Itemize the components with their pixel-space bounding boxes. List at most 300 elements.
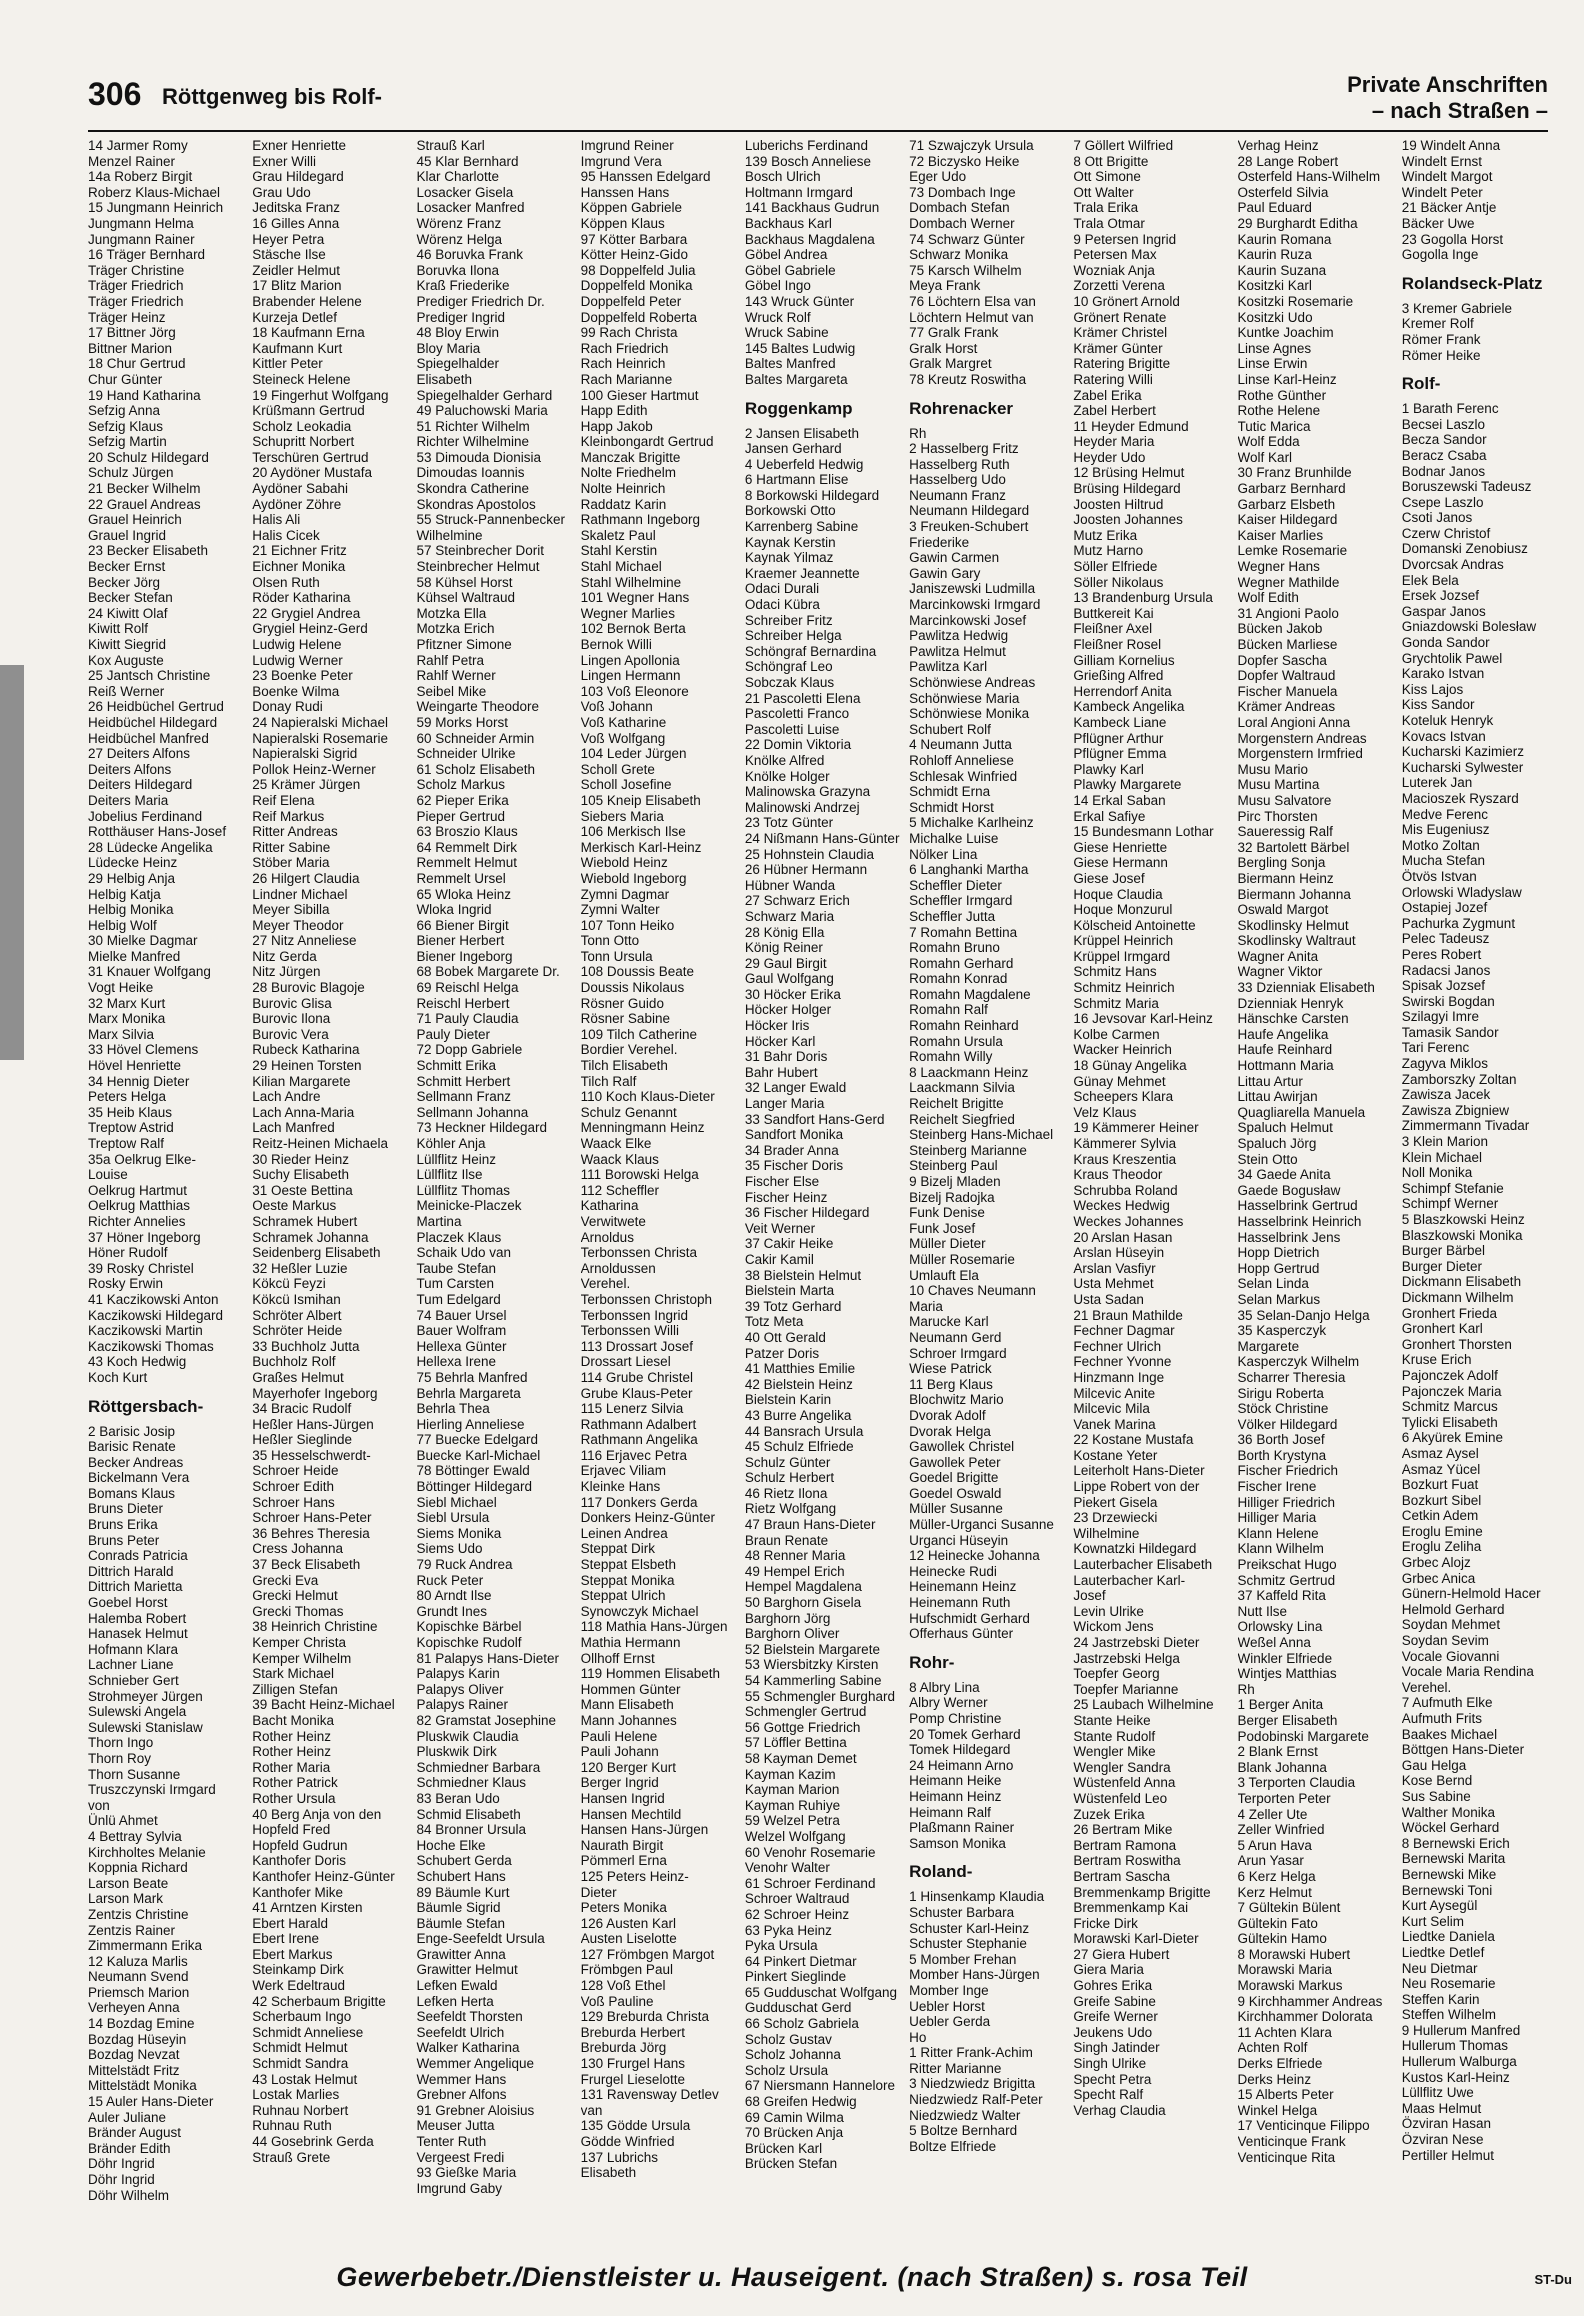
directory-entry: Hansen Ingrid	[580, 1790, 665, 1806]
directory-entry: Grauel Heinrich	[88, 512, 182, 528]
directory-entry: 21 Eichner Fritz	[252, 543, 347, 559]
directory-entry: Kaynak Yilmaz	[744, 550, 834, 566]
directory-entry: 102 Bernok Berta	[580, 621, 686, 637]
directory-entry: Waack Klaus	[580, 1151, 659, 1167]
directory-entry: 32 Marx Kurt	[88, 995, 166, 1011]
directory-entry: Söller Elfriede	[1073, 559, 1158, 575]
directory-entry: Fechner Dagmar	[1073, 1323, 1175, 1339]
directory-entry: Mielke Manfred	[88, 948, 181, 964]
directory-entry: Taube Stefan	[416, 1260, 497, 1276]
directory-entry: Strohmeyer Jürgen	[88, 1688, 203, 1704]
directory-entry: Baltes Margareta	[744, 371, 848, 387]
directory-entry: 100 Gieser Hartmut	[580, 387, 699, 403]
directory-entry: 14a Roberz Birgit	[88, 169, 193, 185]
directory-entry: Köhler Anja	[416, 1136, 486, 1151]
directory-entry: 34 Gaede Anita	[1237, 1167, 1331, 1183]
directory-entry: Bränder August	[88, 2125, 182, 2141]
directory-entry: Gaul Wolfgang	[744, 971, 834, 987]
directory-entry: Tilch Elisabeth	[580, 1058, 668, 1074]
directory-entry: 16 Gilles Anna	[252, 215, 340, 231]
directory-entry: 63 Pyka Heinz	[744, 1922, 832, 1938]
directory-entry: Usta Mehmet	[1073, 1276, 1154, 1292]
directory-entry: Terporten Peter	[1237, 1790, 1331, 1806]
directory-entry: Gültekin Fato	[1237, 1915, 1318, 1931]
directory-entry: Lach Anna-Maria	[252, 1104, 355, 1120]
directory-entry: Stahl Michael	[580, 559, 662, 575]
directory-entry: Lostak Marlies	[252, 2087, 340, 2103]
directory-entry: 6 Akyürek Emine	[1401, 1430, 1504, 1446]
directory-entry: Malinowski Andrzej	[744, 799, 860, 815]
directory-entry: Wilhelmine	[1073, 1525, 1140, 1541]
directory-entry: Bahr Hubert	[744, 1064, 818, 1080]
directory-entry: 5 Boltze Bernhard	[909, 2123, 1018, 2139]
directory-entry: Mutz Harno	[1073, 543, 1144, 559]
directory-entry: 28 König Ella	[744, 924, 825, 940]
street-heading: Rolf-	[1401, 374, 1441, 394]
directory-entry: 15 Alberts Peter	[1237, 2087, 1334, 2103]
directory-column-7	[1073, 138, 1229, 2250]
directory-entry: Kaurin Romana	[1237, 231, 1332, 247]
directory-entry: 2 Hasselberg Fritz	[909, 441, 1019, 457]
directory-entry: 59 Morks Horst	[416, 714, 508, 730]
directory-entry: Grbec Anica	[1401, 1570, 1476, 1586]
directory-entry: Lindner Michael	[252, 886, 348, 902]
directory-entry: 120 Berger Kurt	[580, 1759, 676, 1775]
directory-entry: Bergling Sonja	[1237, 855, 1326, 871]
directory-entry: Fischer Heinz	[744, 1189, 828, 1205]
directory-entry: Naurath Birgit	[580, 1837, 664, 1853]
directory-entry: Deiters Maria	[88, 792, 169, 808]
directory-entry: 113 Drossart Josef	[580, 1338, 693, 1354]
directory-entry: Erjavec Viliam	[580, 1463, 666, 1479]
directory-entry: 29 Heinen Torsten	[252, 1058, 362, 1074]
directory-entry: Pyka Ursula	[744, 1938, 818, 1954]
directory-entry: Romahn Bruno	[909, 940, 1000, 956]
directory-entry: Stante Heike	[1073, 1712, 1151, 1728]
directory-entry: Buchholz Rolf	[252, 1354, 336, 1370]
directory-entry: 36 Behres Theresia	[252, 1525, 370, 1541]
directory-entry: Doppelfeld Roberta	[580, 309, 697, 325]
directory-entry: Holtmann Irmgard	[744, 184, 853, 200]
directory-entry: 40 Berg Anja von den	[252, 1806, 382, 1822]
directory-entry: Kaufmann Kurt	[252, 340, 343, 356]
directory-entry: Kasperczyk Wilhelm	[1237, 1354, 1360, 1370]
directory-entry: Petersen Max	[1073, 247, 1157, 263]
directory-entry: Barghorn Oliver	[744, 1626, 840, 1642]
directory-entry: Höcker Karl	[744, 1033, 816, 1049]
directory-entry: 58 Kühsel Horst	[416, 574, 513, 590]
directory-entry: 41 Matthies Emilie	[744, 1361, 856, 1377]
directory-entry: Bosch Ulrich	[744, 169, 821, 185]
directory-entry: 8 Albry Lina	[909, 1679, 980, 1695]
directory-entry: Schulz Günter	[744, 1454, 831, 1470]
directory-entry: 10 Grönert Arnold	[1073, 293, 1180, 309]
directory-entry: 17 Blitz Marion	[252, 278, 342, 294]
directory-entry: Cress Johanna	[252, 1541, 344, 1557]
directory-entry: Ratering Brigitte	[1073, 356, 1171, 372]
directory-entry: Wegner Marlies	[580, 605, 675, 621]
directory-entry: Schmitt Erika	[416, 1058, 496, 1074]
directory-entry: Wolf Edith	[1237, 590, 1299, 606]
directory-entry: Eichner Monika	[252, 559, 346, 575]
directory-entry: Schmitz Gertrud	[1237, 1572, 1336, 1588]
directory-entry: 30 Mielke Dagmar	[88, 933, 198, 949]
directory-entry: Lachner Liane	[88, 1657, 174, 1673]
directory-entry: Liedtke Detlef	[1401, 1944, 1485, 1960]
directory-entry: Ludwig Werner	[252, 652, 343, 668]
directory-entry: Lüllflitz Heinz	[416, 1151, 496, 1167]
directory-entry: Palapys Rainer	[416, 1697, 508, 1713]
directory-entry: Terbonssen Ingrid	[580, 1307, 688, 1323]
directory-entry: Hopfeld Gudrun	[252, 1837, 348, 1853]
directory-entry: 16 Träger Bernhard	[88, 247, 206, 263]
directory-entry: Göbel Gabriele	[744, 262, 836, 278]
directory-entry: Gniazdowski Bolesław	[1401, 619, 1537, 635]
directory-entry: Soydan Sevim	[1401, 1633, 1489, 1649]
directory-entry: 43 Koch Hedwig	[88, 1354, 187, 1370]
directory-entry: Becker Stefan	[88, 590, 173, 606]
directory-entry: Ruhnau Norbert	[252, 2102, 349, 2118]
directory-entry: 64 Remmelt Dirk	[416, 839, 517, 855]
directory-entry: Träger Christine	[88, 262, 185, 278]
directory-entry: Siebl Michael	[416, 1494, 497, 1510]
directory-entry: 76 Löchtern Elsa van	[909, 293, 1036, 309]
directory-entry: Zymni Walter	[580, 902, 660, 918]
directory-entry: 22 Grygiel Andrea	[252, 605, 361, 621]
directory-entry: Reif Markus	[252, 808, 325, 824]
directory-entry: Helbig Katja	[88, 886, 161, 902]
directory-entry: Kremer Rolf	[1401, 316, 1474, 332]
directory-entry: Macioszek Ryszard	[1401, 790, 1519, 806]
directory-entry: 17 Bittner Jörg	[88, 325, 176, 341]
directory-entry: Louise	[88, 1167, 128, 1183]
directory-entry: Böttinger Hildegard	[416, 1479, 533, 1495]
directory-entry: 41 Arntzen Kirsten	[252, 1900, 363, 1916]
directory-entry: Boltze Elfriede	[909, 2138, 997, 2154]
directory-entry: Wacker Heinrich	[1073, 1042, 1172, 1058]
directory-entry: Wengler Mike	[1073, 1744, 1156, 1760]
directory-entry: Wozniak Anja	[1073, 262, 1155, 278]
directory-entry: 32 Bartolett Bärbel	[1237, 839, 1350, 855]
directory-entry: Böttgen Hans-Dieter	[1401, 1742, 1525, 1758]
directory-entry: Bränder Edith	[88, 2140, 171, 2156]
directory-entry: Reif Elena	[252, 792, 315, 808]
directory-entry: 36 Fischer Hildegard	[744, 1205, 870, 1221]
directory-entry: Zawisza Jacek	[1401, 1087, 1491, 1103]
directory-entry: 16 Jevsovar Karl-Heinz	[1073, 1011, 1213, 1027]
directory-entry: Rothe Helene	[1237, 403, 1321, 419]
directory-entry: Domanski Zenobiusz	[1401, 541, 1528, 557]
directory-entry: Grebner Alfons	[416, 2087, 507, 2103]
directory-entry: Schönwiese Andreas	[909, 675, 1036, 690]
directory-entry: Pelec Tadeusz	[1401, 931, 1490, 947]
directory-entry: Sandfort Monika	[744, 1127, 844, 1143]
footer-code: ST-Du	[1534, 2272, 1572, 2287]
directory-entry: Goedel Brigitte	[909, 1470, 999, 1486]
directory-entry: 46 Boruvka Frank	[416, 247, 523, 263]
directory-entry: Seefeldt Thorsten	[416, 2009, 523, 2025]
directory-entry: Greife Sabine	[1073, 1993, 1156, 2009]
directory-entry: 4 Bettray Sylvia	[88, 1828, 182, 1844]
directory-entry: 40 Ott Gerald	[744, 1329, 826, 1345]
directory-entry: Backhaus Karl	[744, 215, 832, 231]
directory-entry: Oeste Markus	[252, 1198, 337, 1214]
directory-entry: Deiters Alfons	[88, 761, 172, 777]
directory-entry: Funk Josef	[909, 1220, 976, 1236]
directory-entry: Heimann Heike	[909, 1773, 1002, 1789]
directory-entry: 60 Schneider Armin	[416, 730, 535, 746]
directory-entry: Chur Günter	[88, 371, 163, 387]
directory-entry: Sefzig Martin	[88, 434, 167, 450]
directory-entry: Lüllflitz Thomas	[416, 1182, 510, 1198]
directory-entry: 31 Knauer Wolfgang	[88, 964, 211, 980]
directory-entry: 72 Dopp Gabriele	[416, 1042, 523, 1058]
directory-entry: Doppelfeld Peter	[580, 293, 682, 309]
directory-entry: Cakir Kamil	[744, 1251, 814, 1267]
directory-entry: Urganci Hüseyin	[909, 1532, 1009, 1548]
directory-entry: Baltes Manfred	[744, 356, 836, 372]
directory-entry: Soydan Mehmet	[1401, 1617, 1501, 1633]
directory-entry: Giese Josef	[1073, 870, 1145, 886]
directory-entry: Neumann Gerd	[909, 1329, 1002, 1345]
directory-entry: 62 Pieper Erika	[416, 792, 509, 808]
directory-entry: Csepe Laszlo	[1401, 494, 1484, 510]
directory-entry: Bremmenkamp Kai	[1073, 1900, 1189, 1916]
directory-entry: Höcker Holger	[744, 1002, 832, 1018]
directory-entry: Selan Linda	[1237, 1276, 1309, 1292]
directory-entry: 37 Kaffeld Rita	[1237, 1588, 1326, 1604]
directory-entry: Joosten Hiltrud	[1073, 496, 1164, 512]
directory-entry: Gralk Margret	[909, 356, 992, 372]
directory-entry: Katharina	[580, 1198, 639, 1214]
directory-entry: Napieralski Sigrid	[252, 746, 358, 762]
directory-entry: Stahl Wilhelmine	[580, 574, 682, 590]
directory-entry: Burger Dieter	[1401, 1258, 1483, 1274]
directory-entry: Wagner Anita	[1237, 948, 1319, 964]
directory-entry: Dopfer Sascha	[1237, 652, 1327, 668]
directory-entry: Weingarte Theodore	[416, 699, 540, 715]
directory-entry: Döhr Wilhelm	[88, 2187, 170, 2203]
street-heading: Roggenkamp	[744, 398, 853, 418]
directory-entry: Leiterholt Hans-Dieter	[1073, 1463, 1205, 1479]
directory-entry: Happ Jakob	[580, 418, 653, 434]
directory-entry: Gogolla Inge	[1401, 247, 1479, 263]
directory-entry: Piekert Gisela	[1073, 1494, 1158, 1510]
directory-entry: Kemper Christa	[252, 1635, 347, 1650]
directory-entry: Gau Helga	[1401, 1757, 1467, 1773]
directory-entry: Buttkereit Kai	[1073, 605, 1154, 621]
directory-entry: Hanasek Helmut	[88, 1626, 188, 1642]
directory-entry: Luberichs Ferdinand	[744, 138, 868, 153]
directory-entry: 139 Bosch Anneliese	[744, 153, 871, 169]
directory-entry: Schnieber Gert	[88, 1673, 179, 1688]
directory-entry: Göbel Andrea	[744, 247, 828, 263]
directory-column-9	[1402, 138, 1558, 2250]
directory-entry: 72 Biczysko Heike	[909, 153, 1020, 169]
directory-entry: 101 Wegner Hans	[580, 590, 690, 606]
directory-entry: Siebers Maria	[580, 808, 664, 824]
directory-entry: 3 Niedzwiedz Brigitta	[909, 2076, 1036, 2092]
directory-entry: Schulz Herbert	[744, 1470, 835, 1486]
directory-entry: Steinbrecher Helmut	[416, 559, 540, 575]
directory-entry: Erkal Safiye	[1073, 808, 1146, 824]
directory-entry: Schreiber Fritz	[744, 612, 833, 628]
directory-entry: Grube Klaus-Peter	[580, 1385, 693, 1401]
directory-entry: Müller Susanne	[909, 1501, 1003, 1517]
directory-entry: Schroer Hans	[252, 1494, 335, 1510]
directory-entry: 98 Doppelfeld Julia	[580, 262, 696, 278]
directory-entry: Burger Bärbel	[1401, 1243, 1486, 1259]
directory-entry: Bernewski Marita	[1401, 1851, 1506, 1867]
directory-entry: Sellmann Franz	[416, 1089, 511, 1105]
directory-entry: Steppat Elsbeth	[580, 1557, 676, 1573]
directory-entry: 8 Bernewski Erich	[1401, 1835, 1510, 1851]
directory-entry: 23 Becker Elisabeth	[88, 543, 209, 559]
directory-entry: Hansen Hans-Jürgen	[580, 1822, 709, 1838]
directory-entry: Kurzeja Detlef	[252, 309, 338, 325]
directory-entry: Halis Cicek	[252, 527, 320, 543]
directory-entry: Lingen Hermann	[580, 668, 681, 684]
directory-entry: 131 Ravensway Detlev	[580, 2087, 719, 2103]
directory-entry: Weckes Hedwig	[1073, 1198, 1170, 1214]
directory-entry: Kiwitt Siegrid	[88, 637, 167, 652]
directory-entry: Kaynak Kerstin	[744, 534, 836, 550]
directory-entry: Uebler Gerda	[909, 2014, 991, 2030]
directory-entry: 31 Angioni Paolo	[1237, 605, 1339, 621]
directory-entry: van	[580, 2102, 603, 2118]
directory-entry: Graßes Helmut	[252, 1369, 344, 1385]
directory-entry: Özviran Hasan	[1401, 2116, 1492, 2132]
directory-entry: 32 Heßler Luzie	[252, 1260, 348, 1276]
directory-entry: Dickmann Elisabeth	[1401, 1274, 1522, 1290]
directory-entry: 18 Chur Gertrud	[88, 356, 186, 372]
directory-entry: Deiters Hildegard	[88, 777, 193, 793]
directory-entry: Umlauft Ela	[909, 1267, 979, 1283]
directory-entry: Momber Hans-Jürgen	[909, 1967, 1040, 1983]
directory-entry: Kanthofer Heinz-Günter	[252, 1868, 395, 1884]
directory-entry: Joosten Johannes	[1073, 512, 1183, 528]
directory-entry: Ratering Willi	[1073, 371, 1153, 387]
directory-entry: Tonn Ursula	[580, 948, 653, 964]
directory-entry: Spiegelhalder	[416, 356, 499, 372]
directory-entry: Schramek Hubert	[252, 1213, 358, 1229]
directory-entry: Kambeck Liane	[1073, 714, 1167, 730]
directory-entry: 3 Freuken-Schubert	[909, 519, 1029, 535]
directory-entry: Skondras Apostolos	[416, 496, 536, 512]
directory-entry: Maas Helmut	[1401, 2100, 1482, 2116]
directory-entry: Kanthofer Doris	[252, 1853, 347, 1869]
directory-entry: Scholz Gustav	[744, 2031, 832, 2047]
directory-entry: Meya Frank	[909, 278, 981, 294]
directory-entry: Ritter Andreas	[252, 824, 338, 840]
directory-entry: Wegner Hans	[1237, 559, 1320, 575]
directory-entry: Hasselbrink Jens	[1237, 1229, 1341, 1245]
directory-entry: Merkisch Karl-Heinz	[580, 839, 702, 855]
directory-entry: Buecke Karl-Michael	[416, 1447, 541, 1463]
directory-entry: 26 Hübner Hermann	[744, 862, 868, 878]
directory-entry: Rietz Wolfgang	[744, 1501, 837, 1517]
directory-entry: Haufe Reinhard	[1237, 1042, 1333, 1058]
directory-entry: Hinzmann Inge	[1073, 1369, 1165, 1385]
directory-entry: Elek Bela	[1401, 572, 1459, 588]
directory-entry: Meinicke-Placzek	[416, 1198, 522, 1214]
directory-entry: Heßler Sieglinde	[252, 1432, 353, 1448]
directory-entry: Schmitz Maria	[1073, 995, 1159, 1011]
directory-entry: Bielstein Karin	[744, 1392, 832, 1408]
directory-entry: 19 Windelt Anna	[1401, 138, 1501, 153]
directory-entry: Krämer Christel	[1073, 325, 1168, 341]
directory-entry: Kayman Kazim	[744, 1766, 836, 1782]
directory-entry: Höcker Iris	[744, 1018, 810, 1034]
directory-entry: Grönert Renate	[1073, 309, 1167, 325]
directory-entry: Dittrich Harald	[88, 1563, 174, 1579]
directory-entry: 67 Niersmann Hannelore	[744, 2078, 895, 2094]
directory-entry: 68 Greifen Hedwig	[744, 2094, 857, 2110]
directory-entry: 58 Kayman Demet	[744, 1750, 857, 1766]
directory-entry: 24 Kiwitt Olaf	[88, 605, 168, 621]
directory-entry: Gödde Winfried	[580, 2134, 675, 2149]
directory-entry: Boruszewski Tadeusz	[1401, 479, 1532, 495]
directory-entry: 128 Voß Ethel	[580, 1978, 666, 1994]
directory-entry: Hellexa Irene	[416, 1354, 496, 1370]
directory-entry: Romahn Gerhard	[909, 955, 1014, 971]
directory-entry: Schmidt Erna	[909, 784, 991, 800]
directory-entry: Windelt Ernst	[1401, 153, 1483, 169]
directory-entry: Fechner Ulrich	[1073, 1338, 1162, 1354]
directory-entry: Borth Krystyna	[1237, 1447, 1327, 1463]
directory-entry: Tutic Marica	[1237, 418, 1311, 434]
directory-entry: Pinkert Sieglinde	[744, 1969, 847, 1985]
directory-entry: Pajonczek Maria	[1401, 1383, 1502, 1399]
directory-entry: Windelt Peter	[1401, 184, 1483, 200]
directory-entry: Mann Elisabeth	[580, 1697, 674, 1713]
directory-entry: 51 Richter Wilhelm	[416, 418, 530, 434]
directory-entry: Rösner Sabine	[580, 1011, 670, 1027]
directory-entry: Ruhnau Ruth	[252, 2118, 332, 2134]
directory-entry: Gültekin Hamo	[1237, 1931, 1327, 1947]
directory-entry: Steffen Karin	[1401, 1991, 1480, 2007]
directory-entry: 18 Günay Angelika	[1073, 1058, 1187, 1074]
directory-entry: 6 Kerz Helga	[1237, 1868, 1316, 1884]
directory-entry: Donay Rudi	[252, 699, 323, 715]
directory-entry: 46 Rietz Ilona	[744, 1485, 828, 1501]
directory-entry: Osterfeld Hans-Wilhelm	[1237, 169, 1381, 185]
directory-entry: Hempel Magdalena	[744, 1579, 862, 1595]
directory-entry: Günern-Helmold Hacer	[1401, 1586, 1541, 1602]
directory-entry: Mann Johannes	[580, 1712, 677, 1728]
directory-entry: Müller Dieter	[909, 1236, 986, 1252]
directory-entry: 34 Hennig Dieter	[88, 1073, 190, 1089]
directory-entry: Nutt Ilse	[1237, 1603, 1288, 1619]
directory-entry: Wruck Sabine	[744, 325, 829, 341]
directory-entry: Ötvös Istvan	[1401, 868, 1477, 884]
directory-entry: Grecki Helmut	[252, 1588, 338, 1604]
directory-entry: Scholz Leokadia	[252, 418, 352, 434]
directory-entry: 11 Achten Klara	[1237, 2024, 1332, 2040]
directory-entry: Kraß Friederike	[416, 278, 510, 294]
directory-entry: Kühsel Waltraud	[416, 590, 515, 606]
directory-entry: 25 Krämer Jürgen	[252, 777, 361, 793]
directory-entry: 25 Laubach Wilhelmine	[1073, 1697, 1214, 1713]
directory-entry: Rother Ursula	[252, 1790, 336, 1806]
directory-entry: Völker Hildegard	[1237, 1416, 1338, 1432]
directory-entry: Dickmann Wilhelm	[1401, 1289, 1514, 1305]
directory-entry: 35 Hesselschwerdt-	[252, 1447, 371, 1463]
directory-entry: Schimpf Werner	[1401, 1196, 1499, 1212]
directory-entry: Halis Ali	[252, 512, 301, 528]
directory-entry: 1 Ritter Frank-Achim	[909, 2045, 1033, 2061]
directory-entry: Linse Agnes	[1237, 340, 1312, 356]
